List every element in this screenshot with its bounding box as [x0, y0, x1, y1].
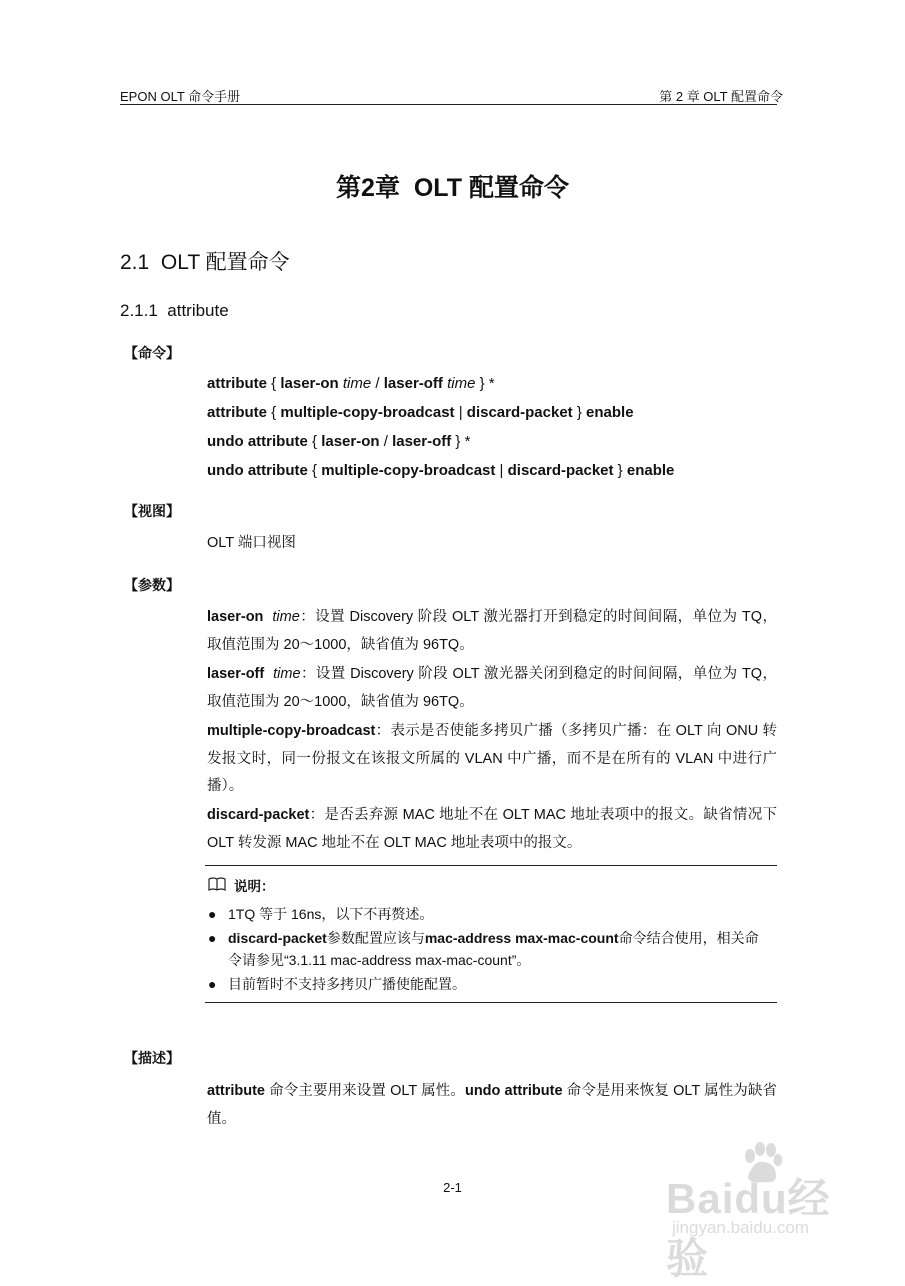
cmd-arg: time	[338, 375, 376, 392]
cmd-sep: /	[375, 375, 380, 392]
param-desc: ：设置 Discovery 阶段 OLT 激光器关闭到稳定的时间间隔，单位为 TQ，取值范围为 20～1000，缺省值为 96TQ。	[207, 666, 777, 710]
baidu-watermark	[660, 1142, 850, 1282]
label-params: 【参数】	[124, 577, 180, 593]
note-text: 1TQ 等于 16ns，以下不再赘述。	[228, 906, 434, 922]
section-heading	[120, 246, 290, 276]
note-fragment: 命令结合使用，相关命令请参见“3.1.11 mac-address max-mac-count”。	[228, 930, 759, 968]
label-command: 【命令】	[124, 345, 180, 361]
desc-fragment: 命令主要用来设置 OLT 属性。	[265, 1083, 465, 1099]
chapter-number: 第2章	[336, 174, 400, 202]
note-bullet	[208, 973, 768, 995]
cmd-brace: } *	[475, 375, 495, 392]
param-laser-off	[207, 661, 777, 716]
desc-keyword: undo attribute	[464, 1083, 563, 1099]
cmd-sep: /	[379, 433, 393, 450]
param-key: multiple-copy-broadcast	[207, 723, 376, 739]
note-label: 说明：	[234, 879, 275, 894]
cmd-keyword: enable	[626, 462, 675, 479]
desc-keyword: attribute	[207, 1083, 265, 1099]
cmd-brace: {	[307, 462, 322, 479]
note-bullet	[208, 903, 768, 925]
chapter-title	[0, 168, 905, 204]
chapter-name: OLT 配置命令	[413, 174, 569, 202]
cmd-arg: time	[442, 375, 476, 392]
cmd-keyword: multiple-copy-broadcast	[280, 404, 455, 421]
cmd-sep: |	[454, 404, 467, 421]
param-desc: ：表示是否使能多拷贝广播（多拷贝广播：在 OLT 向 ONU 转发报文时，同一份报文在该报文所属的 VLAN 中广播，而不是在所有的 VLAN 中进行广播）。	[207, 723, 777, 794]
cmd-brace: }	[613, 462, 627, 479]
cmd-keyword: laser-on	[280, 375, 339, 392]
cmd-keyword: undo attribute	[207, 462, 308, 479]
note-keyword: discard-packet	[228, 930, 327, 946]
cmd-brace: } *	[451, 433, 471, 450]
param-arg: time	[272, 609, 300, 625]
bullet-dot: ●	[208, 930, 217, 946]
label-view: 【视图】	[124, 503, 180, 519]
param-discard-packet	[207, 802, 777, 857]
command-line	[207, 462, 674, 479]
note-bottom-rule	[205, 1002, 777, 1003]
header-title: EPON OLT 命令手册	[120, 89, 241, 104]
subsection-number: 2.1.1	[120, 301, 158, 320]
cmd-brace: }	[572, 404, 587, 421]
cmd-keyword: attribute	[207, 375, 267, 392]
command-line	[207, 433, 470, 450]
description-text	[207, 1078, 777, 1133]
note-title	[208, 875, 275, 895]
section-number: 2.1	[120, 251, 150, 274]
header-divider	[120, 104, 777, 105]
cmd-keyword: laser-on	[321, 433, 380, 450]
cmd-keyword: laser-off	[379, 375, 443, 392]
cmd-sep: |	[495, 462, 508, 479]
param-key: laser-on	[207, 609, 264, 625]
cmd-brace: {	[267, 375, 281, 392]
note-text	[228, 927, 768, 971]
subsection-title: attribute	[167, 301, 229, 320]
cmd-keyword: laser-off	[392, 433, 452, 450]
param-key: laser-off	[207, 666, 265, 682]
cmd-keyword: enable	[586, 404, 634, 421]
cmd-keyword: multiple-copy-broadcast	[321, 462, 496, 479]
view-text: OLT 端口视图	[207, 535, 296, 551]
label-description: 【描述】	[124, 1050, 180, 1066]
param-desc: ：设置 Discovery 阶段 OLT 激光器打开到稳定的时间间隔，单位为 TQ，取值范围为 20～1000，缺省值为 96TQ。	[207, 609, 777, 653]
command-line	[207, 404, 634, 421]
page-number: 2-1	[443, 1180, 462, 1195]
note-keyword: mac-address max-mac-count	[424, 930, 619, 946]
param-arg: time	[273, 666, 301, 682]
bullet-dot: ●	[208, 976, 217, 992]
command-line	[207, 375, 495, 392]
watermark-url: jingyan.baidu.com	[672, 1218, 810, 1237]
desc-fragment: 命令是用来恢复 OLT 属性为缺省值。	[207, 1083, 778, 1127]
bullet-dot: ●	[208, 906, 217, 922]
note-text: 目前暂时不支持多拷贝广播使能配置。	[228, 976, 466, 992]
note-top-rule	[205, 865, 777, 866]
param-multiple-copy-broadcast	[207, 718, 777, 801]
header-chapter: 第 2 章 OLT 配置命令	[659, 89, 783, 104]
note-bullet	[208, 927, 768, 971]
cmd-brace: {	[307, 433, 322, 450]
section-title: OLT 配置命令	[160, 251, 290, 274]
note-fragment: 参数配置应该与	[326, 930, 425, 946]
cmd-keyword: discard-packet	[507, 462, 614, 479]
param-laser-on	[207, 604, 777, 659]
param-key: discard-packet	[207, 807, 310, 823]
param-desc: ：是否丢弃源 MAC 地址不在 OLT MAC 地址表项中的报文。缺省情况下 OLT 转发源 MAC 地址不在 OLT MAC 地址表项中的报文。	[207, 807, 777, 851]
watermark-brand: Baidu经验	[666, 1175, 831, 1282]
cmd-keyword: discard-packet	[466, 404, 573, 421]
subsection-heading	[120, 301, 229, 321]
cmd-keyword: attribute	[207, 404, 267, 421]
book-icon	[208, 877, 226, 894]
cmd-keyword: undo attribute	[207, 433, 308, 450]
cmd-brace: {	[267, 404, 281, 421]
